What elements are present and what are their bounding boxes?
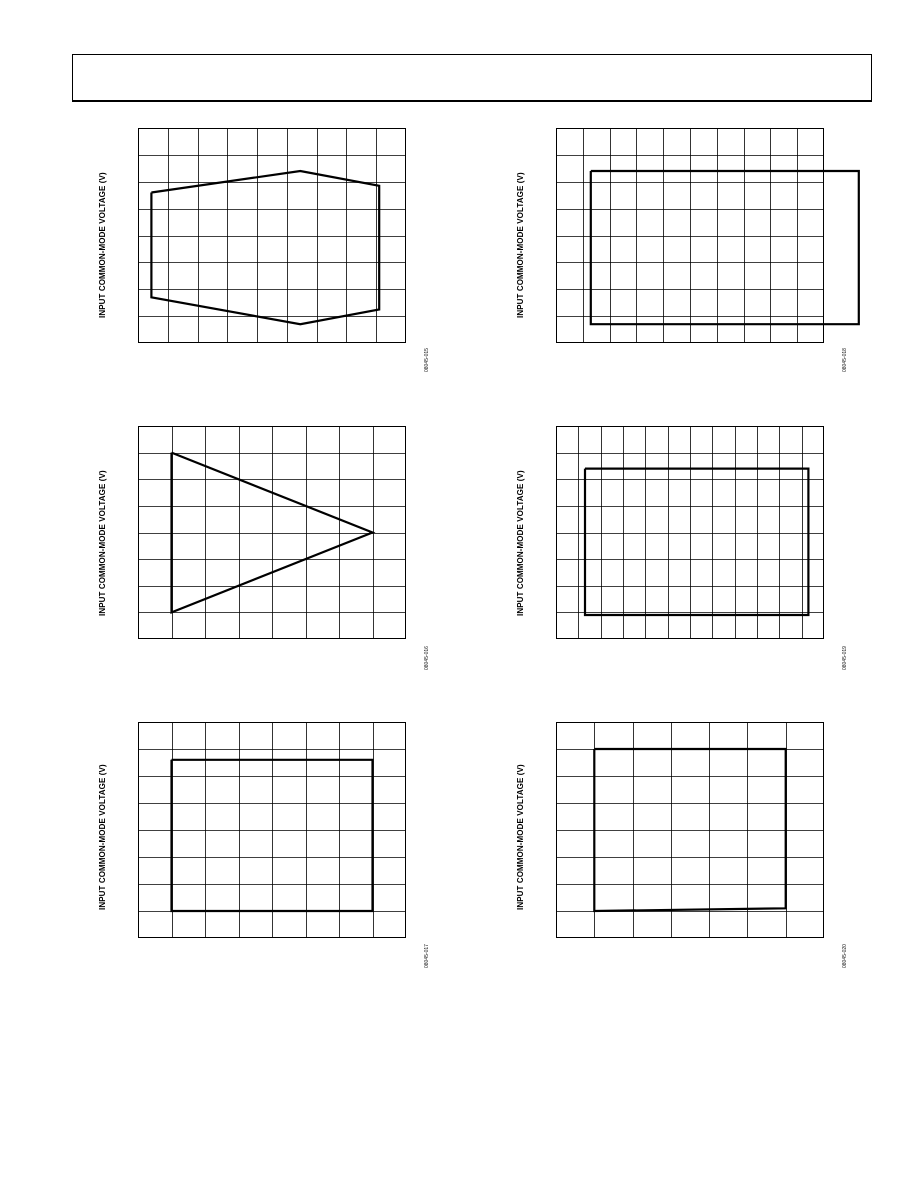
- chart-4-ylabel: INPUT COMMON-MODE VOLTAGE (V): [516, 470, 525, 616]
- chart-2-ylabel: INPUT COMMON-MODE VOLTAGE (V): [516, 172, 525, 318]
- chart-6-figure-id: 08045-020: [842, 944, 848, 968]
- chart-1-figure-id: 08045-015: [424, 348, 430, 372]
- chart-4-figure-id: 08045-019: [842, 646, 848, 670]
- chart-1-ylabel: INPUT COMMON-MODE VOLTAGE (V): [98, 172, 107, 318]
- chart-2-plot: [556, 128, 824, 343]
- chart-3-series-1-curve: [172, 453, 373, 613]
- chart-4-series-1-curve: [585, 469, 808, 615]
- chart-1-plot: [138, 128, 406, 343]
- chart-6-series-1-curve: [594, 749, 785, 911]
- chart-3-ylabel: INPUT COMMON-MODE VOLTAGE (V): [98, 470, 107, 616]
- chart-5-frame: [139, 723, 406, 938]
- chart-2-frame: [557, 129, 824, 343]
- chart-6-frame: [557, 723, 824, 938]
- chart-5-figure-id: 08045-017: [424, 944, 430, 968]
- chart-4-frame: [557, 427, 824, 639]
- chart-5-series-1-curve: [172, 760, 373, 911]
- chart-3-plot: [138, 426, 406, 639]
- chart-1-frame: [139, 129, 406, 343]
- chart-6-ylabel: INPUT COMMON-MODE VOLTAGE (V): [516, 764, 525, 910]
- chart-5-plot: [138, 722, 406, 938]
- chart-2-figure-id: 08045-018: [842, 348, 848, 372]
- page-header-frame: [72, 54, 872, 102]
- chart-5-ylabel: INPUT COMMON-MODE VOLTAGE (V): [98, 764, 107, 910]
- chart-6-plot: [556, 722, 824, 938]
- chart-2-series-1-curve: [591, 171, 859, 324]
- chart-4-plot: [556, 426, 824, 639]
- chart-3-figure-id: 08045-016: [424, 646, 430, 670]
- chart-3-frame: [139, 427, 406, 639]
- chart-1-series-1-curve: [151, 171, 379, 324]
